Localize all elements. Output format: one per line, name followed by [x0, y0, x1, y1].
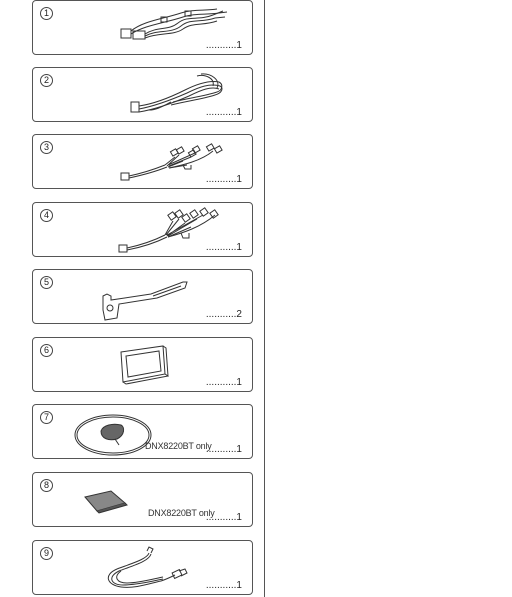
item-quantity: ...........1 — [205, 242, 242, 253]
item-quantity: ...........1 — [205, 377, 242, 388]
item-quantity: ...........2 — [205, 309, 242, 320]
item-quantity: ...........1 — [205, 174, 242, 185]
accessory-item-5 — [32, 269, 253, 324]
item-note: DNX8220BT only — [148, 508, 215, 518]
item-number: 4 — [40, 209, 53, 222]
item-number: 3 — [40, 141, 53, 154]
item-number: 1 — [40, 7, 53, 20]
column-divider — [264, 0, 265, 597]
item-number: 8 — [40, 479, 53, 492]
item-note: DNX8220BT only — [145, 441, 212, 451]
accessory-item-3 — [32, 134, 253, 189]
item-number: 6 — [40, 344, 53, 357]
item-number: 9 — [40, 547, 53, 560]
accessory-item-7 — [32, 404, 253, 459]
accessory-item-6 — [32, 337, 253, 392]
item-number: 2 — [40, 74, 53, 87]
accessory-item-1 — [32, 0, 253, 55]
item-number: 7 — [40, 411, 53, 424]
item-quantity: ...........1 — [205, 580, 242, 591]
accessory-item-2 — [32, 67, 253, 122]
accessory-item-8 — [32, 472, 253, 527]
item-quantity: ...........1 — [205, 107, 242, 118]
accessory-item-9 — [32, 540, 253, 595]
item-quantity: ...........1 — [205, 444, 242, 455]
accessory-item-4 — [32, 202, 253, 257]
item-quantity: ...........1 — [205, 512, 242, 523]
item-quantity: ...........1 — [205, 40, 242, 51]
item-number: 5 — [40, 276, 53, 289]
